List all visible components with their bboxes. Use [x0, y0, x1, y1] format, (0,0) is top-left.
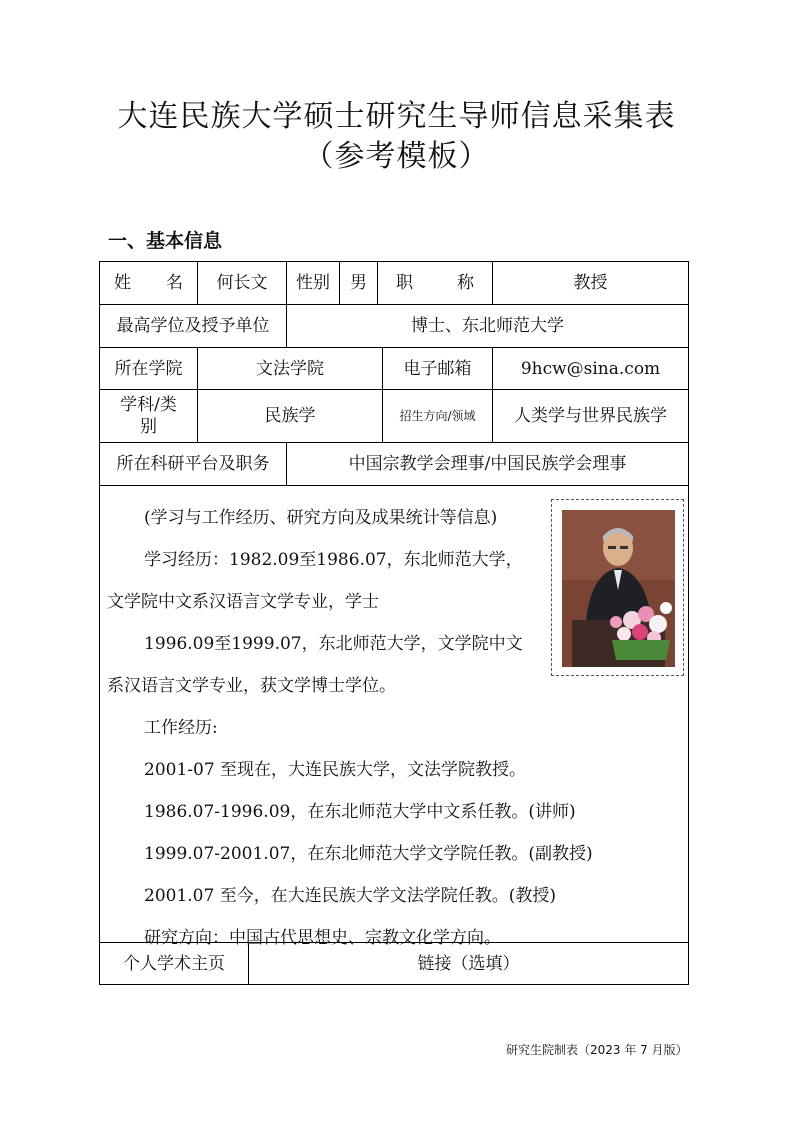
platform-label: 所在科研平台及职务	[116, 454, 270, 474]
rank-label	[378, 262, 492, 304]
table-border	[99, 485, 689, 486]
homepage-link[interactable]: 链接（选填）	[417, 953, 520, 974]
name-value: 何长文	[216, 273, 268, 293]
name-label-char: 名	[166, 273, 183, 293]
portrait-photo	[562, 510, 675, 667]
discipline-label-line: 别	[140, 417, 157, 437]
bio-study-1b: 文学院中文系汉语言文学专业，学士	[107, 592, 379, 612]
college-value: 文法学院	[256, 358, 324, 379]
bio-work-heading: 工作经历:	[144, 718, 218, 738]
bio-work-3: 1999.07-2001.07，在东北师范大学文学院任教。(副教授)	[144, 844, 593, 864]
document-title: 大连民族大学硕士研究生导师信息采集表	[117, 99, 676, 134]
bio-study-1: 学习经历：1982.09至1986.07，东北师范大学，	[144, 550, 523, 570]
name-label	[100, 262, 197, 304]
bio-research: 研究方向：中国古代思想史、宗教文化学方向。	[144, 928, 501, 948]
name-label-char: 姓	[114, 273, 131, 293]
photo-frame	[551, 499, 684, 676]
portrait-image-icon	[562, 510, 675, 667]
degree-label: 最高学位及授予单位	[116, 316, 270, 336]
email-label: 电子邮箱	[403, 358, 472, 379]
platform-value: 中国宗教学会理事/中国民族学会理事	[348, 454, 627, 474]
rank-value: 教授	[573, 273, 608, 293]
document-subtitle: （参考模板）	[303, 139, 490, 174]
rank-label-char: 职	[396, 273, 413, 293]
homepage-label: 个人学术主页	[123, 953, 225, 974]
table-border	[99, 984, 689, 985]
info-table	[99, 261, 689, 985]
discipline-label	[100, 390, 197, 442]
email-value: 9hcw@sina.com	[520, 358, 661, 379]
direction-label: 招生方向/领域	[399, 409, 476, 423]
college-label: 所在学院	[114, 358, 183, 379]
footer-note: 研究生院制表（2023 年 7 月版）	[506, 1043, 688, 1057]
bio-work-4: 2001.07 至今，在大连民族大学文法学院任教。(教授)	[144, 886, 556, 906]
bio-text	[107, 497, 593, 959]
table-border	[688, 261, 689, 985]
bio-intro: (学习与工作经历、研究方向及成果统计等信息)	[144, 508, 498, 528]
gender-value: 男	[350, 273, 367, 293]
bio-study-2: 1996.09至1999.07，东北师范大学，文学院中文	[144, 634, 523, 654]
bio-work-2: 1986.07-1996.09，在东北师范大学中文系任教。(讲师)	[144, 802, 576, 822]
rank-label-char: 称	[457, 273, 474, 293]
bio-work-1: 2001-07 至现在，大连民族大学，文法学院教授。	[144, 760, 527, 780]
bio-study-2b: 系汉语言文学专业，获文学博士学位。	[107, 676, 396, 696]
degree-value: 博士、东北师范大学	[411, 316, 564, 336]
discipline-label-line: 学科/类	[120, 395, 177, 415]
discipline-value: 民族学	[264, 406, 316, 426]
gender-label: 性别	[296, 273, 330, 293]
section-heading: 一、基本信息	[108, 230, 223, 252]
direction-value: 人类学与世界民族学	[514, 406, 667, 426]
